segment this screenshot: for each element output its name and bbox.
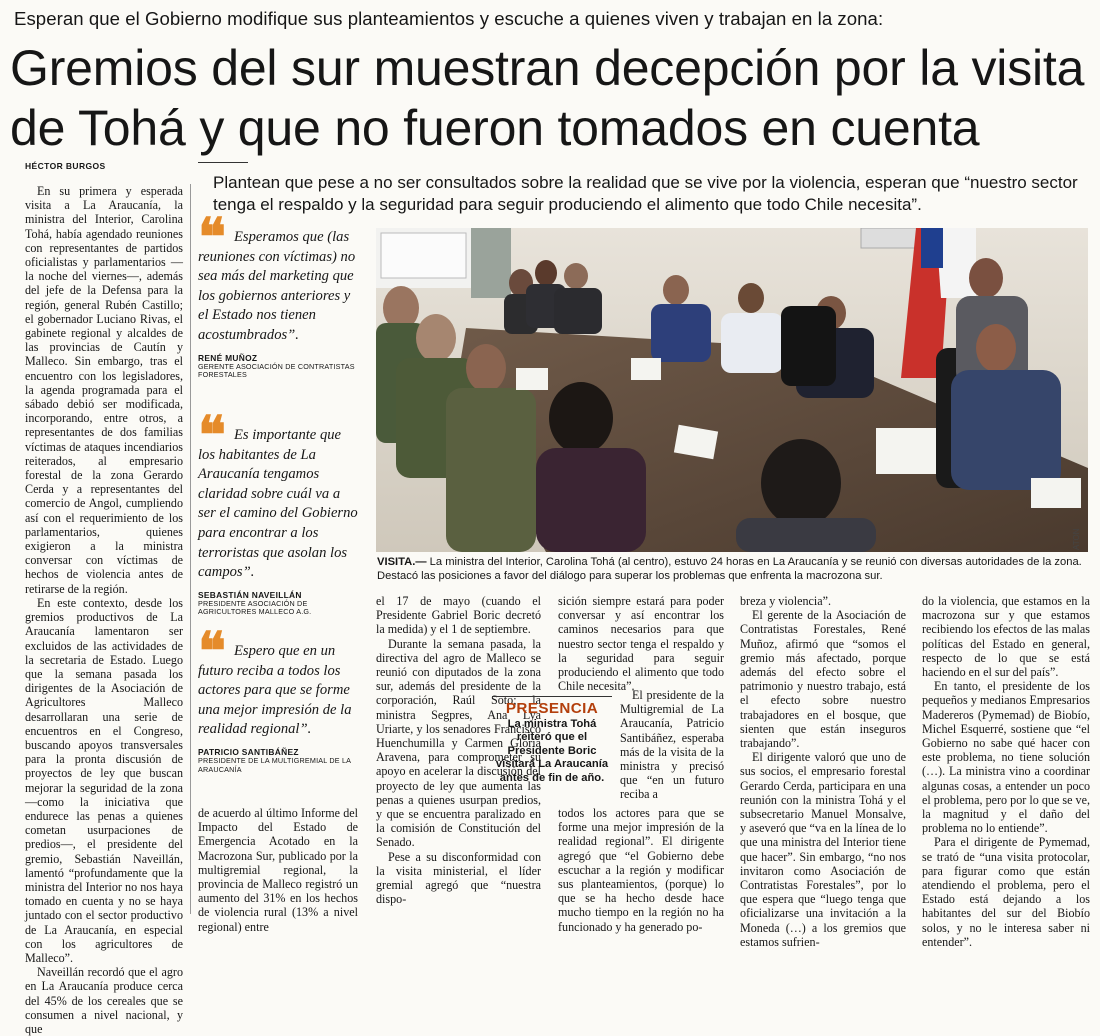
paragraph: breza y violencia”. <box>740 594 831 608</box>
paragraph: Pese a su disconformidad con la visita ministerial, el líder gremial agregó que “nuestra dispo- <box>376 849 541 907</box>
news-photo <box>376 228 1088 552</box>
quote-author-role: GERENTE ASOCIACIÓN DE CONTRATISTAS FORESTALES <box>198 361 355 380</box>
quote-author: PATRICIO SANTIBÁÑEZ <box>198 746 299 757</box>
article-column-4 <box>558 594 724 693</box>
photo-credit: ATON <box>1072 528 1081 550</box>
byline: HÉCTOR BURGOS <box>25 161 106 171</box>
paragraph: En su primera y esperada visita a La Araucanía, la ministra del Interior, Carolina Tohá, había agendado reuniones con representantes de partidos oficialistas y parlamentarios —la noche del viernes—, además del jefe de la Defensa para la región, general Rubén Castillo; el gobernador Luciano Rivas, el gabinete regional y alcaldes de las provincias de Cautín y Malleco. Sin embargo, tras el encuentro con los legisladores, la agenda programada para el sábado debió ser modificada, incorporando, entre otros, a representantes de dos familias víctimas de ataques incendiarios reiterados, al empresario forestal de la zona Gerardo Cerda y a representantes del comercio de Angol, cumpliendo así con el requerimiento de los parlamentarios, quienes exigieron a la ministra conversar con víctimas de hechos de violencia antes de retirarse de la región. <box>25 184 183 596</box>
meeting-photo <box>376 228 1088 552</box>
sidebar-box <box>492 696 612 785</box>
paragraph: sición siempre estará para poder conversar y así encontrar los caminos necesarios para que nuestro sector tenga el respaldo y la seguridad para seguir produciendo el alimento que todo Chile necesita”. <box>558 594 724 694</box>
quote-mark-icon: ❝ <box>198 210 222 267</box>
paragraph: Durante la semana pasada, la directiva del agro de Malleco se reunió con diputados de la zona sur, además del presidente de la corporación, Raúl Soto; la ministra Segpres, Ana Lya Uriarte, y los senadores Francisco Huenchumilla y Carmen Gloria Aravena, para comprometer su apoyo en acelerar la discusión del proyecto de ley que aumenta las penas a quienes usurpan predios, y que se encuentra paralizado en la comisión de Constitución del Senado. <box>376 636 541 850</box>
quote-text: Esperamos que (las reuniones con víctimas) no sea más del marketing que los gobiernos anteriores y el Estado nos tienen acostumbrados”. <box>198 229 356 343</box>
paragraph: el 17 de mayo (cuando el Presidente Gabriel Boric decretó la medida) y el 1 de septiembre. <box>376 594 541 637</box>
article-column-2 <box>198 806 358 934</box>
paragraph: do la violencia, que estamos en la macrozona sur y que estamos recibiendo los efectos de las malas políticas del Estado en general, respecto de lo que se está haciendo en el sur del país”. <box>922 594 1090 680</box>
headline: Gremios del sur muestran decepción por la visita de Tohá y que no fueron tomados en cuenta <box>10 40 1085 156</box>
sidebar-text: La ministra Tohá reiteró que el Presidente Boric visitará La Araucanía antes de fin de año. <box>495 718 609 784</box>
caption-text: La ministra del Interior, Carolina Tohá (al centro), estuvo 24 horas en La Araucanía y se reunió con diversas autoridades de la zona. Destacó las posiciones a favor del diálogo para superar los problemas que enfrenta la macrozona sur. <box>377 556 1082 583</box>
paragraph: Naveillán recordó que el agro en La Araucanía produce cerca del 45% de los cereales que se consumen a nivel nacional, y que <box>25 965 183 1036</box>
paragraph: Para el dirigente de Pymemad, se trató de “una visita protocolar, para figurar como que están atendiendo el problema, pero el Estado está dejando a los habitantes del sur del Biobío solos, y no le interesa saber ni entender”. <box>922 835 1090 949</box>
paragraph: En este contexto, desde los gremios productivos de La Araucanía lamentaron ser excluidos de las actividades de la secretaria de Estado. Luego que la semana pasada los dirigentes de la Asociación de Agricultores Malleco desarrollaran una serie de encuentros en el Congreso, buscando apoyos transversales para la pronta discusión de proyectos de ley que buscan mejorar la seguridad de la zona —como la iniciativa que endurece las penas a quienes cometan usurpaciones de predios—, el presidente del gremio, Sebastián Naveillán, lamentó “profundamente que la ministra del Interior no nos haya tomado en cuenta y no se haya juntado con el sector productivo de La Araucanía, en especial con los agricultores de Malleco”. <box>25 595 183 965</box>
byline-rule <box>198 162 248 163</box>
article-column-1 <box>25 184 183 1036</box>
paragraph: todos los actores para que se forme una mejor impresión de la realidad regional”. El dirigente agregó que “el Gobierno debe escuchar a la región y modificar sus planteamientos, (porque) lo que se ha hecho desde hace mucho tiempo en la región no ha funcionado y ha generado po- <box>558 806 724 934</box>
article-column-6 <box>922 594 1090 949</box>
pull-quote-3 <box>198 624 358 774</box>
quote-text: Es importante que los habitantes de La Araucanía tengamos claridad sobre cuál va a ser el camino del Gobierno para encontrar a los terroristas que asolan los campos”. <box>198 427 358 581</box>
article-column-5 <box>740 594 906 949</box>
quote-mark-icon: ❝ <box>198 408 222 465</box>
article-column-4-bottom <box>558 806 724 934</box>
quote-text: Espero que en un futuro reciba a todos los actores para que se forme una mejor impresión de la realidad regional”. <box>198 643 352 738</box>
pull-quote-2 <box>198 408 358 617</box>
quote-author: SEBASTIÁN NAVEILLÁN <box>198 589 302 600</box>
quote-author-role: PRESIDENTE DE LA MULTIGREMIAL DE LA ARAUCANÍA <box>198 755 351 774</box>
quote-author: RENÉ MUÑOZ <box>198 352 258 363</box>
paragraph: de acuerdo al último Informe del Impacto del Estado de Emergencia Acotado en la Macrozona Sur, publicado por la multigremial regional, la provincia de Malleco registró un aumento del 31% en los hechos de violencia rural (13% a nivel regional) entre <box>198 806 358 934</box>
pull-quote-1 <box>198 210 358 380</box>
paragraph: El gerente de la Asociación de Contratistas Forestales, René Muñoz, afirmó que “somos el gremio más afectado, porque además del efecto sobre el patrimonio y nuestro trabajo, está el efecto sobre nuestro trabajadores en el bosque, que sienten que están inseguros trabajando”. <box>740 608 906 751</box>
subheadline: Plantean que pese a no ser consultados sobre la realidad que se vive por la violencia, esperan que “nuestro sector tenga el respaldo y la seguridad para seguir produciendo el alimento que todo Chile necesita”. <box>213 173 1078 214</box>
article-column-4-mid <box>620 688 724 802</box>
paragraph: El presidente de la Multigremial de La Araucanía, Patricio Santibáñez, esperaba más de la visita de la ministra y precisó que “en un futuro reciba a <box>620 688 724 802</box>
sidebar-title: PRESENCIA <box>505 700 599 717</box>
caption-label: VISITA.— <box>377 556 427 568</box>
kicker: Esperan que el Gobierno modifique sus planteamientos y escuche a quienes viven y trabajan en la zona: <box>14 8 884 29</box>
photo-caption <box>377 555 1089 584</box>
column-rule <box>190 184 191 914</box>
paragraph: En tanto, el presidente de los pequeños y medianos Empresarios Madereros (Pymemad) de Biobío, Michel Esquerré, sostiene que “el Gobierno no sabe qué hacer con este problema, no tiene solución (…). La ministra vino a coordinar algunas cosas, a entender un poco el problema, pero por lo que se ve, la magnitud y el daño del problema no lo entiende”. <box>922 679 1090 836</box>
quote-author-role: PRESIDENTE ASOCIACIÓN DE AGRICULTORES MALLECO A.G. <box>198 598 312 617</box>
quote-mark-icon: ❝ <box>198 624 222 681</box>
paragraph: El dirigente valoró que uno de sus socios, el empresario forestal Gerardo Cerda, participara en una reunión con la ministra Tohá y el subsecretario Manuel Monsalve, y aseveró que “va en la línea de lo que una ministra del Interior tiene que hacer”. Sin embargo, “no nos invitaron como Asociación de Contratistas Forestales”, por lo que espera que “luego tenga que oficializarse una invitación a la Moneda (…) a los gremios que estamos sufrien- <box>740 750 906 949</box>
